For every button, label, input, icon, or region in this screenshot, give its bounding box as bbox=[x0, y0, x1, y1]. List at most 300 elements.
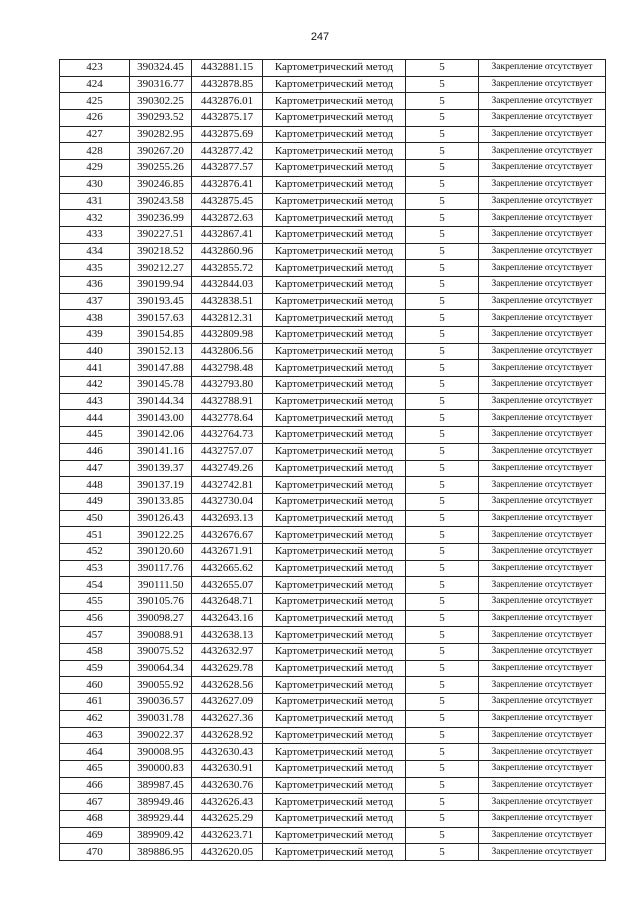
method-cell: Картометрический метод bbox=[263, 677, 406, 694]
accuracy-cell: 5 bbox=[406, 694, 479, 711]
method-cell: Картометрический метод bbox=[263, 560, 406, 577]
point-number-cell: 425 bbox=[60, 93, 130, 110]
table-row bbox=[60, 560, 606, 577]
coordinates-table bbox=[59, 59, 606, 861]
accuracy-cell: 5 bbox=[406, 760, 479, 777]
method-cell: Картометрический метод bbox=[263, 477, 406, 494]
point-number-cell: 436 bbox=[60, 276, 130, 293]
x-coordinate-cell: 390117.76 bbox=[130, 560, 192, 577]
point-number-cell: 433 bbox=[60, 226, 130, 243]
fixing-description-cell: Закрепление отсутствует bbox=[479, 677, 606, 694]
accuracy-cell: 5 bbox=[406, 427, 479, 444]
fixing-description-cell: Закрепление отсутствует bbox=[479, 293, 606, 310]
y-coordinate-cell: 4432628.92 bbox=[192, 727, 263, 744]
method-cell: Картометрический метод bbox=[263, 93, 406, 110]
x-coordinate-cell: 389929.44 bbox=[130, 810, 192, 827]
method-cell: Картометрический метод bbox=[263, 660, 406, 677]
point-number-cell: 428 bbox=[60, 143, 130, 160]
accuracy-cell: 5 bbox=[406, 110, 479, 127]
table-row bbox=[60, 660, 606, 677]
y-coordinate-cell: 4432872.63 bbox=[192, 210, 263, 227]
table-row bbox=[60, 493, 606, 510]
y-coordinate-cell: 4432844.03 bbox=[192, 276, 263, 293]
y-coordinate-cell: 4432875.45 bbox=[192, 193, 263, 210]
accuracy-cell: 5 bbox=[406, 460, 479, 477]
y-coordinate-cell: 4432730.04 bbox=[192, 493, 263, 510]
x-coordinate-cell: 390133.85 bbox=[130, 493, 192, 510]
accuracy-cell: 5 bbox=[406, 443, 479, 460]
x-coordinate-cell: 390316.77 bbox=[130, 76, 192, 93]
table-row bbox=[60, 510, 606, 527]
table-row bbox=[60, 327, 606, 344]
fixing-description-cell: Закрепление отсутствует bbox=[479, 377, 606, 394]
x-coordinate-cell: 390126.43 bbox=[130, 510, 192, 527]
method-cell: Картометрический метод bbox=[263, 327, 406, 344]
x-coordinate-cell: 390120.60 bbox=[130, 543, 192, 560]
point-number-cell: 440 bbox=[60, 343, 130, 360]
table-row bbox=[60, 293, 606, 310]
y-coordinate-cell: 4432749.26 bbox=[192, 460, 263, 477]
accuracy-cell: 5 bbox=[406, 210, 479, 227]
y-coordinate-cell: 4432877.57 bbox=[192, 160, 263, 177]
table-row bbox=[60, 610, 606, 627]
point-number-cell: 461 bbox=[60, 694, 130, 711]
method-cell: Картометрический метод bbox=[263, 377, 406, 394]
point-number-cell: 435 bbox=[60, 260, 130, 277]
method-cell: Картометрический метод bbox=[263, 226, 406, 243]
y-coordinate-cell: 4432655.07 bbox=[192, 577, 263, 594]
accuracy-cell: 5 bbox=[406, 527, 479, 544]
x-coordinate-cell: 390075.52 bbox=[130, 644, 192, 661]
y-coordinate-cell: 4432875.17 bbox=[192, 110, 263, 127]
fixing-description-cell: Закрепление отсутствует bbox=[479, 110, 606, 127]
table-row bbox=[60, 393, 606, 410]
point-number-cell: 442 bbox=[60, 377, 130, 394]
point-number-cell: 453 bbox=[60, 560, 130, 577]
x-coordinate-cell: 389909.42 bbox=[130, 827, 192, 844]
fixing-description-cell: Закрепление отсутствует bbox=[479, 327, 606, 344]
x-coordinate-cell: 390000.83 bbox=[130, 760, 192, 777]
fixing-description-cell: Закрепление отсутствует bbox=[479, 543, 606, 560]
point-number-cell: 429 bbox=[60, 160, 130, 177]
x-coordinate-cell: 390246.85 bbox=[130, 176, 192, 193]
x-coordinate-cell: 390036.57 bbox=[130, 694, 192, 711]
point-number-cell: 445 bbox=[60, 427, 130, 444]
method-cell: Картометрический метод bbox=[263, 460, 406, 477]
accuracy-cell: 5 bbox=[406, 176, 479, 193]
fixing-description-cell: Закрепление отсутствует bbox=[479, 226, 606, 243]
fixing-description-cell: Закрепление отсутствует bbox=[479, 310, 606, 327]
accuracy-cell: 5 bbox=[406, 777, 479, 794]
accuracy-cell: 5 bbox=[406, 193, 479, 210]
method-cell: Картометрический метод bbox=[263, 360, 406, 377]
x-coordinate-cell: 390143.00 bbox=[130, 410, 192, 427]
point-number-cell: 427 bbox=[60, 126, 130, 143]
point-number-cell: 449 bbox=[60, 493, 130, 510]
fixing-description-cell: Закрепление отсутствует bbox=[479, 243, 606, 260]
x-coordinate-cell: 390144.34 bbox=[130, 393, 192, 410]
method-cell: Картометрический метод bbox=[263, 794, 406, 811]
accuracy-cell: 5 bbox=[406, 727, 479, 744]
fixing-description-cell: Закрепление отсутствует bbox=[479, 76, 606, 93]
page-number: 247 bbox=[310, 31, 330, 43]
fixing-description-cell: Закрепление отсутствует bbox=[479, 794, 606, 811]
table-row bbox=[60, 243, 606, 260]
table-row bbox=[60, 543, 606, 560]
accuracy-cell: 5 bbox=[406, 377, 479, 394]
fixing-description-cell: Закрепление отсутствует bbox=[479, 727, 606, 744]
fixing-description-cell: Закрепление отсутствует bbox=[479, 644, 606, 661]
fixing-description-cell: Закрепление отсутствует bbox=[479, 276, 606, 293]
method-cell: Картометрический метод bbox=[263, 694, 406, 711]
x-coordinate-cell: 390302.25 bbox=[130, 93, 192, 110]
method-cell: Картометрический метод bbox=[263, 60, 406, 77]
fixing-description-cell: Закрепление отсутствует bbox=[479, 477, 606, 494]
accuracy-cell: 5 bbox=[406, 226, 479, 243]
method-cell: Картометрический метод bbox=[263, 160, 406, 177]
x-coordinate-cell: 390212.27 bbox=[130, 260, 192, 277]
y-coordinate-cell: 4432876.41 bbox=[192, 176, 263, 193]
point-number-cell: 451 bbox=[60, 527, 130, 544]
point-number-cell: 460 bbox=[60, 677, 130, 694]
point-number-cell: 468 bbox=[60, 810, 130, 827]
fixing-description-cell: Закрепление отсутствует bbox=[479, 210, 606, 227]
fixing-description-cell: Закрепление отсутствует bbox=[479, 193, 606, 210]
fixing-description-cell: Закрепление отсутствует bbox=[479, 577, 606, 594]
accuracy-cell: 5 bbox=[406, 644, 479, 661]
x-coordinate-cell: 390267.20 bbox=[130, 143, 192, 160]
accuracy-cell: 5 bbox=[406, 677, 479, 694]
table-row bbox=[60, 176, 606, 193]
point-number-cell: 454 bbox=[60, 577, 130, 594]
method-cell: Картометрический метод bbox=[263, 243, 406, 260]
x-coordinate-cell: 390031.78 bbox=[130, 710, 192, 727]
method-cell: Картометрический метод bbox=[263, 393, 406, 410]
table-row bbox=[60, 527, 606, 544]
table-row bbox=[60, 810, 606, 827]
point-number-cell: 466 bbox=[60, 777, 130, 794]
accuracy-cell: 5 bbox=[406, 126, 479, 143]
y-coordinate-cell: 4432625.29 bbox=[192, 810, 263, 827]
accuracy-cell: 5 bbox=[406, 827, 479, 844]
method-cell: Картометрический метод bbox=[263, 210, 406, 227]
method-cell: Картометрический метод bbox=[263, 827, 406, 844]
accuracy-cell: 5 bbox=[406, 560, 479, 577]
accuracy-cell: 5 bbox=[406, 577, 479, 594]
accuracy-cell: 5 bbox=[406, 93, 479, 110]
y-coordinate-cell: 4432876.01 bbox=[192, 93, 263, 110]
accuracy-cell: 5 bbox=[406, 243, 479, 260]
y-coordinate-cell: 4432875.69 bbox=[192, 126, 263, 143]
table-row bbox=[60, 744, 606, 761]
point-number-cell: 462 bbox=[60, 710, 130, 727]
point-number-cell: 467 bbox=[60, 794, 130, 811]
point-number-cell: 469 bbox=[60, 827, 130, 844]
y-coordinate-cell: 4432809.98 bbox=[192, 327, 263, 344]
x-coordinate-cell: 390282.95 bbox=[130, 126, 192, 143]
y-coordinate-cell: 4432877.42 bbox=[192, 143, 263, 160]
accuracy-cell: 5 bbox=[406, 493, 479, 510]
accuracy-cell: 5 bbox=[406, 794, 479, 811]
fixing-description-cell: Закрепление отсутствует bbox=[479, 527, 606, 544]
point-number-cell: 437 bbox=[60, 293, 130, 310]
method-cell: Картометрический метод bbox=[263, 76, 406, 93]
point-number-cell: 443 bbox=[60, 393, 130, 410]
x-coordinate-cell: 390199.94 bbox=[130, 276, 192, 293]
accuracy-cell: 5 bbox=[406, 310, 479, 327]
accuracy-cell: 5 bbox=[406, 627, 479, 644]
x-coordinate-cell: 390098.27 bbox=[130, 610, 192, 627]
y-coordinate-cell: 4432629.78 bbox=[192, 660, 263, 677]
fixing-description-cell: Закрепление отсутствует bbox=[479, 827, 606, 844]
point-number-cell: 455 bbox=[60, 594, 130, 611]
y-coordinate-cell: 4432630.43 bbox=[192, 744, 263, 761]
fixing-description-cell: Закрепление отсутствует bbox=[479, 627, 606, 644]
y-coordinate-cell: 4432627.36 bbox=[192, 710, 263, 727]
point-number-cell: 423 bbox=[60, 60, 130, 77]
fixing-description-cell: Закрепление отсутствует bbox=[479, 560, 606, 577]
table-row bbox=[60, 710, 606, 727]
fixing-description-cell: Закрепление отсутствует bbox=[479, 93, 606, 110]
x-coordinate-cell: 390154.85 bbox=[130, 327, 192, 344]
x-coordinate-cell: 390218.52 bbox=[130, 243, 192, 260]
y-coordinate-cell: 4432855.72 bbox=[192, 260, 263, 277]
fixing-description-cell: Закрепление отсутствует bbox=[479, 844, 606, 861]
table-row bbox=[60, 260, 606, 277]
method-cell: Картометрический метод bbox=[263, 543, 406, 560]
y-coordinate-cell: 4432626.43 bbox=[192, 794, 263, 811]
accuracy-cell: 5 bbox=[406, 160, 479, 177]
accuracy-cell: 5 bbox=[406, 76, 479, 93]
point-number-cell: 424 bbox=[60, 76, 130, 93]
y-coordinate-cell: 4432648.71 bbox=[192, 594, 263, 611]
x-coordinate-cell: 390193.45 bbox=[130, 293, 192, 310]
accuracy-cell: 5 bbox=[406, 610, 479, 627]
y-coordinate-cell: 4432867.41 bbox=[192, 226, 263, 243]
table-row bbox=[60, 110, 606, 127]
point-number-cell: 457 bbox=[60, 627, 130, 644]
point-number-cell: 446 bbox=[60, 443, 130, 460]
table-row bbox=[60, 460, 606, 477]
accuracy-cell: 5 bbox=[406, 477, 479, 494]
table-row bbox=[60, 60, 606, 77]
table-row bbox=[60, 794, 606, 811]
point-number-cell: 456 bbox=[60, 610, 130, 627]
table-row bbox=[60, 443, 606, 460]
table-row bbox=[60, 844, 606, 861]
y-coordinate-cell: 4432676.67 bbox=[192, 527, 263, 544]
y-coordinate-cell: 4432812.31 bbox=[192, 310, 263, 327]
x-coordinate-cell: 390293.52 bbox=[130, 110, 192, 127]
table-row bbox=[60, 694, 606, 711]
method-cell: Картометрический метод bbox=[263, 510, 406, 527]
method-cell: Картометрический метод bbox=[263, 343, 406, 360]
fixing-description-cell: Закрепление отсутствует bbox=[479, 610, 606, 627]
method-cell: Картометрический метод bbox=[263, 744, 406, 761]
accuracy-cell: 5 bbox=[406, 510, 479, 527]
x-coordinate-cell: 390145.78 bbox=[130, 377, 192, 394]
x-coordinate-cell: 390324.45 bbox=[130, 60, 192, 77]
fixing-description-cell: Закрепление отсутствует bbox=[479, 760, 606, 777]
y-coordinate-cell: 4432632.97 bbox=[192, 644, 263, 661]
y-coordinate-cell: 4432788.91 bbox=[192, 393, 263, 410]
x-coordinate-cell: 390022.37 bbox=[130, 727, 192, 744]
method-cell: Картометрический метод bbox=[263, 293, 406, 310]
fixing-description-cell: Закрепление отсутствует bbox=[479, 443, 606, 460]
fixing-description-cell: Закрепление отсутствует bbox=[479, 176, 606, 193]
table-row bbox=[60, 410, 606, 427]
table-row bbox=[60, 477, 606, 494]
accuracy-cell: 5 bbox=[406, 810, 479, 827]
method-cell: Картометрический метод bbox=[263, 627, 406, 644]
point-number-cell: 458 bbox=[60, 644, 130, 661]
point-number-cell: 431 bbox=[60, 193, 130, 210]
accuracy-cell: 5 bbox=[406, 343, 479, 360]
table-row bbox=[60, 143, 606, 160]
x-coordinate-cell: 390137.19 bbox=[130, 477, 192, 494]
method-cell: Картометрический метод bbox=[263, 193, 406, 210]
accuracy-cell: 5 bbox=[406, 360, 479, 377]
point-number-cell: 447 bbox=[60, 460, 130, 477]
y-coordinate-cell: 4432620.05 bbox=[192, 844, 263, 861]
accuracy-cell: 5 bbox=[406, 276, 479, 293]
table-row bbox=[60, 193, 606, 210]
accuracy-cell: 5 bbox=[406, 660, 479, 677]
fixing-description-cell: Закрепление отсутствует bbox=[479, 410, 606, 427]
y-coordinate-cell: 4432764.73 bbox=[192, 427, 263, 444]
x-coordinate-cell: 390088.91 bbox=[130, 627, 192, 644]
x-coordinate-cell: 390105.76 bbox=[130, 594, 192, 611]
accuracy-cell: 5 bbox=[406, 143, 479, 160]
table-row bbox=[60, 210, 606, 227]
y-coordinate-cell: 4432881.15 bbox=[192, 60, 263, 77]
method-cell: Картометрический метод bbox=[263, 126, 406, 143]
y-coordinate-cell: 4432838.51 bbox=[192, 293, 263, 310]
fixing-description-cell: Закрепление отсутствует bbox=[479, 694, 606, 711]
method-cell: Картометрический метод bbox=[263, 760, 406, 777]
method-cell: Картометрический метод bbox=[263, 176, 406, 193]
fixing-description-cell: Закрепление отсутствует bbox=[479, 744, 606, 761]
y-coordinate-cell: 4432623.71 bbox=[192, 827, 263, 844]
y-coordinate-cell: 4432778.64 bbox=[192, 410, 263, 427]
accuracy-cell: 5 bbox=[406, 744, 479, 761]
table-row bbox=[60, 627, 606, 644]
method-cell: Картометрический метод bbox=[263, 594, 406, 611]
point-number-cell: 465 bbox=[60, 760, 130, 777]
accuracy-cell: 5 bbox=[406, 60, 479, 77]
method-cell: Картометрический метод bbox=[263, 410, 406, 427]
fixing-description-cell: Закрепление отсутствует bbox=[479, 594, 606, 611]
method-cell: Картометрический метод bbox=[263, 810, 406, 827]
accuracy-cell: 5 bbox=[406, 410, 479, 427]
y-coordinate-cell: 4432757.07 bbox=[192, 443, 263, 460]
accuracy-cell: 5 bbox=[406, 594, 479, 611]
point-number-cell: 470 bbox=[60, 844, 130, 861]
x-coordinate-cell: 390111.50 bbox=[130, 577, 192, 594]
table-row bbox=[60, 827, 606, 844]
point-number-cell: 463 bbox=[60, 727, 130, 744]
accuracy-cell: 5 bbox=[406, 293, 479, 310]
x-coordinate-cell: 390142.06 bbox=[130, 427, 192, 444]
table-row bbox=[60, 76, 606, 93]
table-row bbox=[60, 644, 606, 661]
x-coordinate-cell: 390147.88 bbox=[130, 360, 192, 377]
fixing-description-cell: Закрепление отсутствует bbox=[479, 126, 606, 143]
table-row bbox=[60, 777, 606, 794]
y-coordinate-cell: 4432665.62 bbox=[192, 560, 263, 577]
table-row bbox=[60, 160, 606, 177]
x-coordinate-cell: 390152.13 bbox=[130, 343, 192, 360]
table-row bbox=[60, 577, 606, 594]
accuracy-cell: 5 bbox=[406, 327, 479, 344]
y-coordinate-cell: 4432627.09 bbox=[192, 694, 263, 711]
x-coordinate-cell: 389886.95 bbox=[130, 844, 192, 861]
accuracy-cell: 5 bbox=[406, 260, 479, 277]
method-cell: Картометрический метод bbox=[263, 427, 406, 444]
fixing-description-cell: Закрепление отсутствует bbox=[479, 493, 606, 510]
point-number-cell: 441 bbox=[60, 360, 130, 377]
fixing-description-cell: Закрепление отсутствует bbox=[479, 60, 606, 77]
table-row bbox=[60, 594, 606, 611]
y-coordinate-cell: 4432638.13 bbox=[192, 627, 263, 644]
fixing-description-cell: Закрепление отсутствует bbox=[479, 660, 606, 677]
table-row bbox=[60, 427, 606, 444]
method-cell: Картометрический метод bbox=[263, 443, 406, 460]
fixing-description-cell: Закрепление отсутствует bbox=[479, 777, 606, 794]
point-number-cell: 444 bbox=[60, 410, 130, 427]
x-coordinate-cell: 390236.99 bbox=[130, 210, 192, 227]
method-cell: Картометрический метод bbox=[263, 610, 406, 627]
fixing-description-cell: Закрепление отсутствует bbox=[479, 810, 606, 827]
accuracy-cell: 5 bbox=[406, 543, 479, 560]
method-cell: Картометрический метод bbox=[263, 143, 406, 160]
fixing-description-cell: Закрепление отсутствует bbox=[479, 460, 606, 477]
table-body bbox=[60, 60, 606, 861]
method-cell: Картометрический метод bbox=[263, 844, 406, 861]
y-coordinate-cell: 4432878.85 bbox=[192, 76, 263, 93]
x-coordinate-cell: 390122.25 bbox=[130, 527, 192, 544]
point-number-cell: 464 bbox=[60, 744, 130, 761]
point-number-cell: 448 bbox=[60, 477, 130, 494]
fixing-description-cell: Закрепление отсутствует bbox=[479, 143, 606, 160]
table-row bbox=[60, 126, 606, 143]
x-coordinate-cell: 389987.45 bbox=[130, 777, 192, 794]
y-coordinate-cell: 4432630.91 bbox=[192, 760, 263, 777]
y-coordinate-cell: 4432798.48 bbox=[192, 360, 263, 377]
table-row bbox=[60, 226, 606, 243]
point-number-cell: 434 bbox=[60, 243, 130, 260]
method-cell: Картометрический метод bbox=[263, 493, 406, 510]
x-coordinate-cell: 390157.63 bbox=[130, 310, 192, 327]
method-cell: Картометрический метод bbox=[263, 260, 406, 277]
point-number-cell: 459 bbox=[60, 660, 130, 677]
fixing-description-cell: Закрепление отсутствует bbox=[479, 710, 606, 727]
method-cell: Картометрический метод bbox=[263, 276, 406, 293]
fixing-description-cell: Закрепление отсутствует bbox=[479, 360, 606, 377]
table-row bbox=[60, 727, 606, 744]
x-coordinate-cell: 390141.16 bbox=[130, 443, 192, 460]
y-coordinate-cell: 4432860.96 bbox=[192, 243, 263, 260]
method-cell: Картометрический метод bbox=[263, 727, 406, 744]
x-coordinate-cell: 390227.51 bbox=[130, 226, 192, 243]
y-coordinate-cell: 4432742.81 bbox=[192, 477, 263, 494]
y-coordinate-cell: 4432693.13 bbox=[192, 510, 263, 527]
y-coordinate-cell: 4432806.56 bbox=[192, 343, 263, 360]
accuracy-cell: 5 bbox=[406, 844, 479, 861]
y-coordinate-cell: 4432643.16 bbox=[192, 610, 263, 627]
y-coordinate-cell: 4432628.56 bbox=[192, 677, 263, 694]
point-number-cell: 439 bbox=[60, 327, 130, 344]
